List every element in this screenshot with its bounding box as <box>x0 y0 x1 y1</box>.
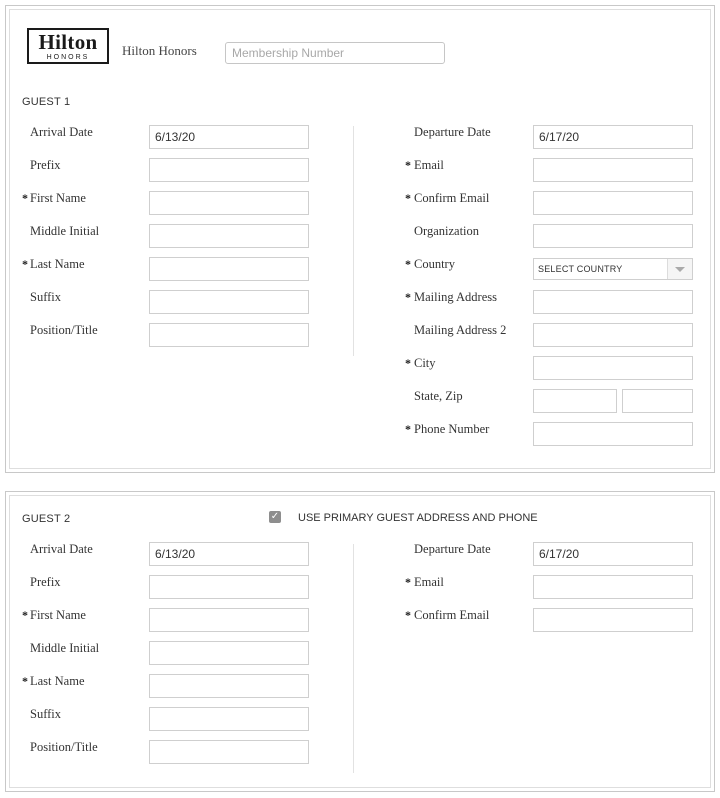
hilton-honors-logo <box>27 28 109 64</box>
suffix-input[interactable] <box>149 290 309 314</box>
guest1-panel <box>5 5 715 473</box>
position-title-label: Position/Title <box>30 740 98 754</box>
middle-initial-input[interactable] <box>149 224 309 248</box>
middle-initial-label: Middle Initial <box>30 224 100 238</box>
required-marker: * <box>405 608 411 622</box>
position-title-input[interactable] <box>149 740 309 764</box>
state-input[interactable] <box>533 389 617 413</box>
phone-number-label: Phone Number <box>414 422 490 436</box>
required-marker: * <box>405 575 411 589</box>
required-marker: * <box>405 422 411 436</box>
confirm-email-input[interactable] <box>533 191 693 215</box>
column-divider <box>353 126 354 356</box>
departure-date-label: Departure Date <box>414 542 491 556</box>
middle-initial-input[interactable] <box>149 641 309 665</box>
departure-date-label: Departure Date <box>414 125 491 139</box>
position-title-label: Position/Title <box>30 323 98 337</box>
prefix-input[interactable] <box>149 575 309 599</box>
arrival-date-label: Arrival Date <box>30 542 93 556</box>
last-name-input[interactable] <box>149 674 309 698</box>
middle-initial-label: Middle Initial <box>30 641 100 655</box>
mailing-address-input[interactable] <box>533 290 693 314</box>
prefix-label: Prefix <box>30 158 61 172</box>
guest2-panel <box>5 491 715 792</box>
organization-label: Organization <box>414 224 480 238</box>
email-label: Email <box>414 575 444 589</box>
city-input[interactable] <box>533 356 693 380</box>
required-marker: * <box>22 674 28 688</box>
required-marker: * <box>405 356 411 370</box>
email-input[interactable] <box>533 158 693 182</box>
mailing-address-2-input[interactable] <box>533 323 693 347</box>
last-name-label: Last Name <box>30 257 85 271</box>
phone-number-input[interactable] <box>533 422 693 446</box>
city-label: City <box>414 356 436 370</box>
arrival-date-input[interactable] <box>149 125 309 149</box>
chevron-down-icon[interactable] <box>667 259 692 279</box>
departure-date-input[interactable] <box>533 542 693 566</box>
use-primary-label: USE PRIMARY GUEST ADDRESS AND PHONE <box>298 512 538 524</box>
last-name-label: Last Name <box>30 674 85 688</box>
country-select-value: SELECT COUNTRY <box>538 264 623 274</box>
prefix-input[interactable] <box>149 158 309 182</box>
hilton-honors-label: Hilton Honors <box>122 43 197 58</box>
first-name-label: First Name <box>30 191 86 205</box>
email-label: Email <box>414 158 444 172</box>
first-name-input[interactable] <box>149 191 309 215</box>
arrival-date-label: Arrival Date <box>30 125 93 139</box>
required-marker: * <box>405 191 411 205</box>
column-divider <box>353 544 354 773</box>
required-marker: * <box>405 290 411 304</box>
required-marker: * <box>405 158 411 172</box>
confirm-email-label: Confirm Email <box>414 608 490 622</box>
confirm-email-input[interactable] <box>533 608 693 632</box>
organization-input[interactable] <box>533 224 693 248</box>
guest1-title: GUEST 1 <box>22 96 71 108</box>
zip-input[interactable] <box>622 389 693 413</box>
required-marker: * <box>405 257 411 271</box>
required-marker: * <box>22 257 28 271</box>
confirm-email-label: Confirm Email <box>414 191 490 205</box>
country-label: Country <box>414 257 455 271</box>
email-input[interactable] <box>533 575 693 599</box>
logo-text: Hilton <box>38 30 98 54</box>
first-name-label: First Name <box>30 608 86 622</box>
prefix-label: Prefix <box>30 575 61 589</box>
position-title-input[interactable] <box>149 323 309 347</box>
state-zip-label: State, Zip <box>414 389 463 403</box>
membership-number-input[interactable] <box>225 42 445 64</box>
arrival-date-input[interactable] <box>149 542 309 566</box>
suffix-label: Suffix <box>30 707 62 721</box>
country-select[interactable] <box>533 258 693 280</box>
first-name-input[interactable] <box>149 608 309 632</box>
last-name-input[interactable] <box>149 257 309 281</box>
use-primary-checkbox[interactable]: ✓ <box>270 511 280 522</box>
departure-date-input[interactable] <box>533 125 693 149</box>
mailing-address-2-label: Mailing Address 2 <box>414 323 507 337</box>
guest2-title: GUEST 2 <box>22 513 71 525</box>
required-marker: * <box>22 191 28 205</box>
mailing-address-label: Mailing Address <box>414 290 497 304</box>
suffix-label: Suffix <box>30 290 62 304</box>
suffix-input[interactable] <box>149 707 309 731</box>
required-marker: * <box>22 608 28 622</box>
logo-subtext: HONORS <box>46 54 90 61</box>
